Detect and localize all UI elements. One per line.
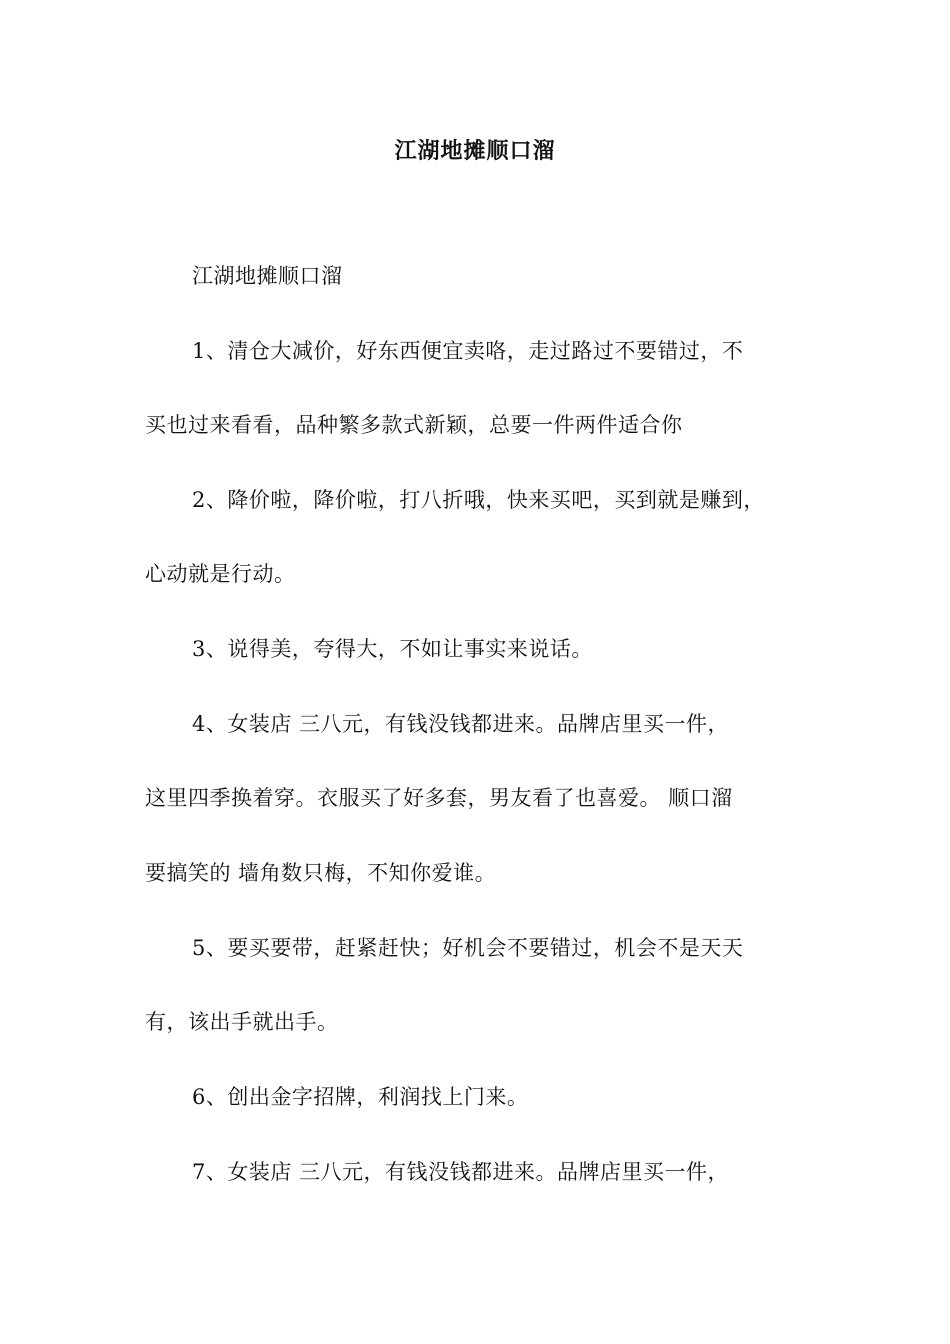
paragraph-line-12: 7、女装店 三八元，有钱没钱都进来。品牌店里买一件，: [192, 1160, 730, 1184]
document-title: 江湖地摊顺口溜: [394, 138, 556, 164]
subtitle-line: 江湖地摊顺口溜: [192, 264, 343, 288]
paragraph-line-6: 4、女装店 三八元，有钱没钱都进来。品牌店里买一件，: [192, 712, 730, 736]
paragraph-line-3: 2、降价啦，降价啦，打八折哦，快来买吧，买到就是赚到，: [192, 488, 765, 512]
paragraph-line-11: 6、创出金字招牌，利润找上门来。: [192, 1085, 529, 1109]
paragraph-line-4: 心动就是行动。: [145, 562, 296, 586]
paragraph-line-2: 买也过来看看，品种繁多款式新颖，总要一件两件适合你: [145, 413, 683, 437]
paragraph-line-7: 这里四季换着穿。衣服买了好多套，男友看了也喜爱。 顺口溜: [145, 786, 733, 810]
paragraph-line-8: 要搞笑的 墙角数只梅，不知你爱谁。: [145, 861, 497, 885]
paragraph-line-5: 3、说得美，夸得大，不如让事实来说话。: [192, 637, 593, 661]
paragraph-line-1: 1、清仓大减价，好东西便宜卖咯，走过路过不要错过，不: [192, 339, 744, 363]
paragraph-line-9: 5、要买要带，赶紧赶快；好机会不要错过，机会不是天天: [192, 936, 744, 960]
paragraph-line-10: 有，该出手就出手。: [145, 1010, 339, 1034]
